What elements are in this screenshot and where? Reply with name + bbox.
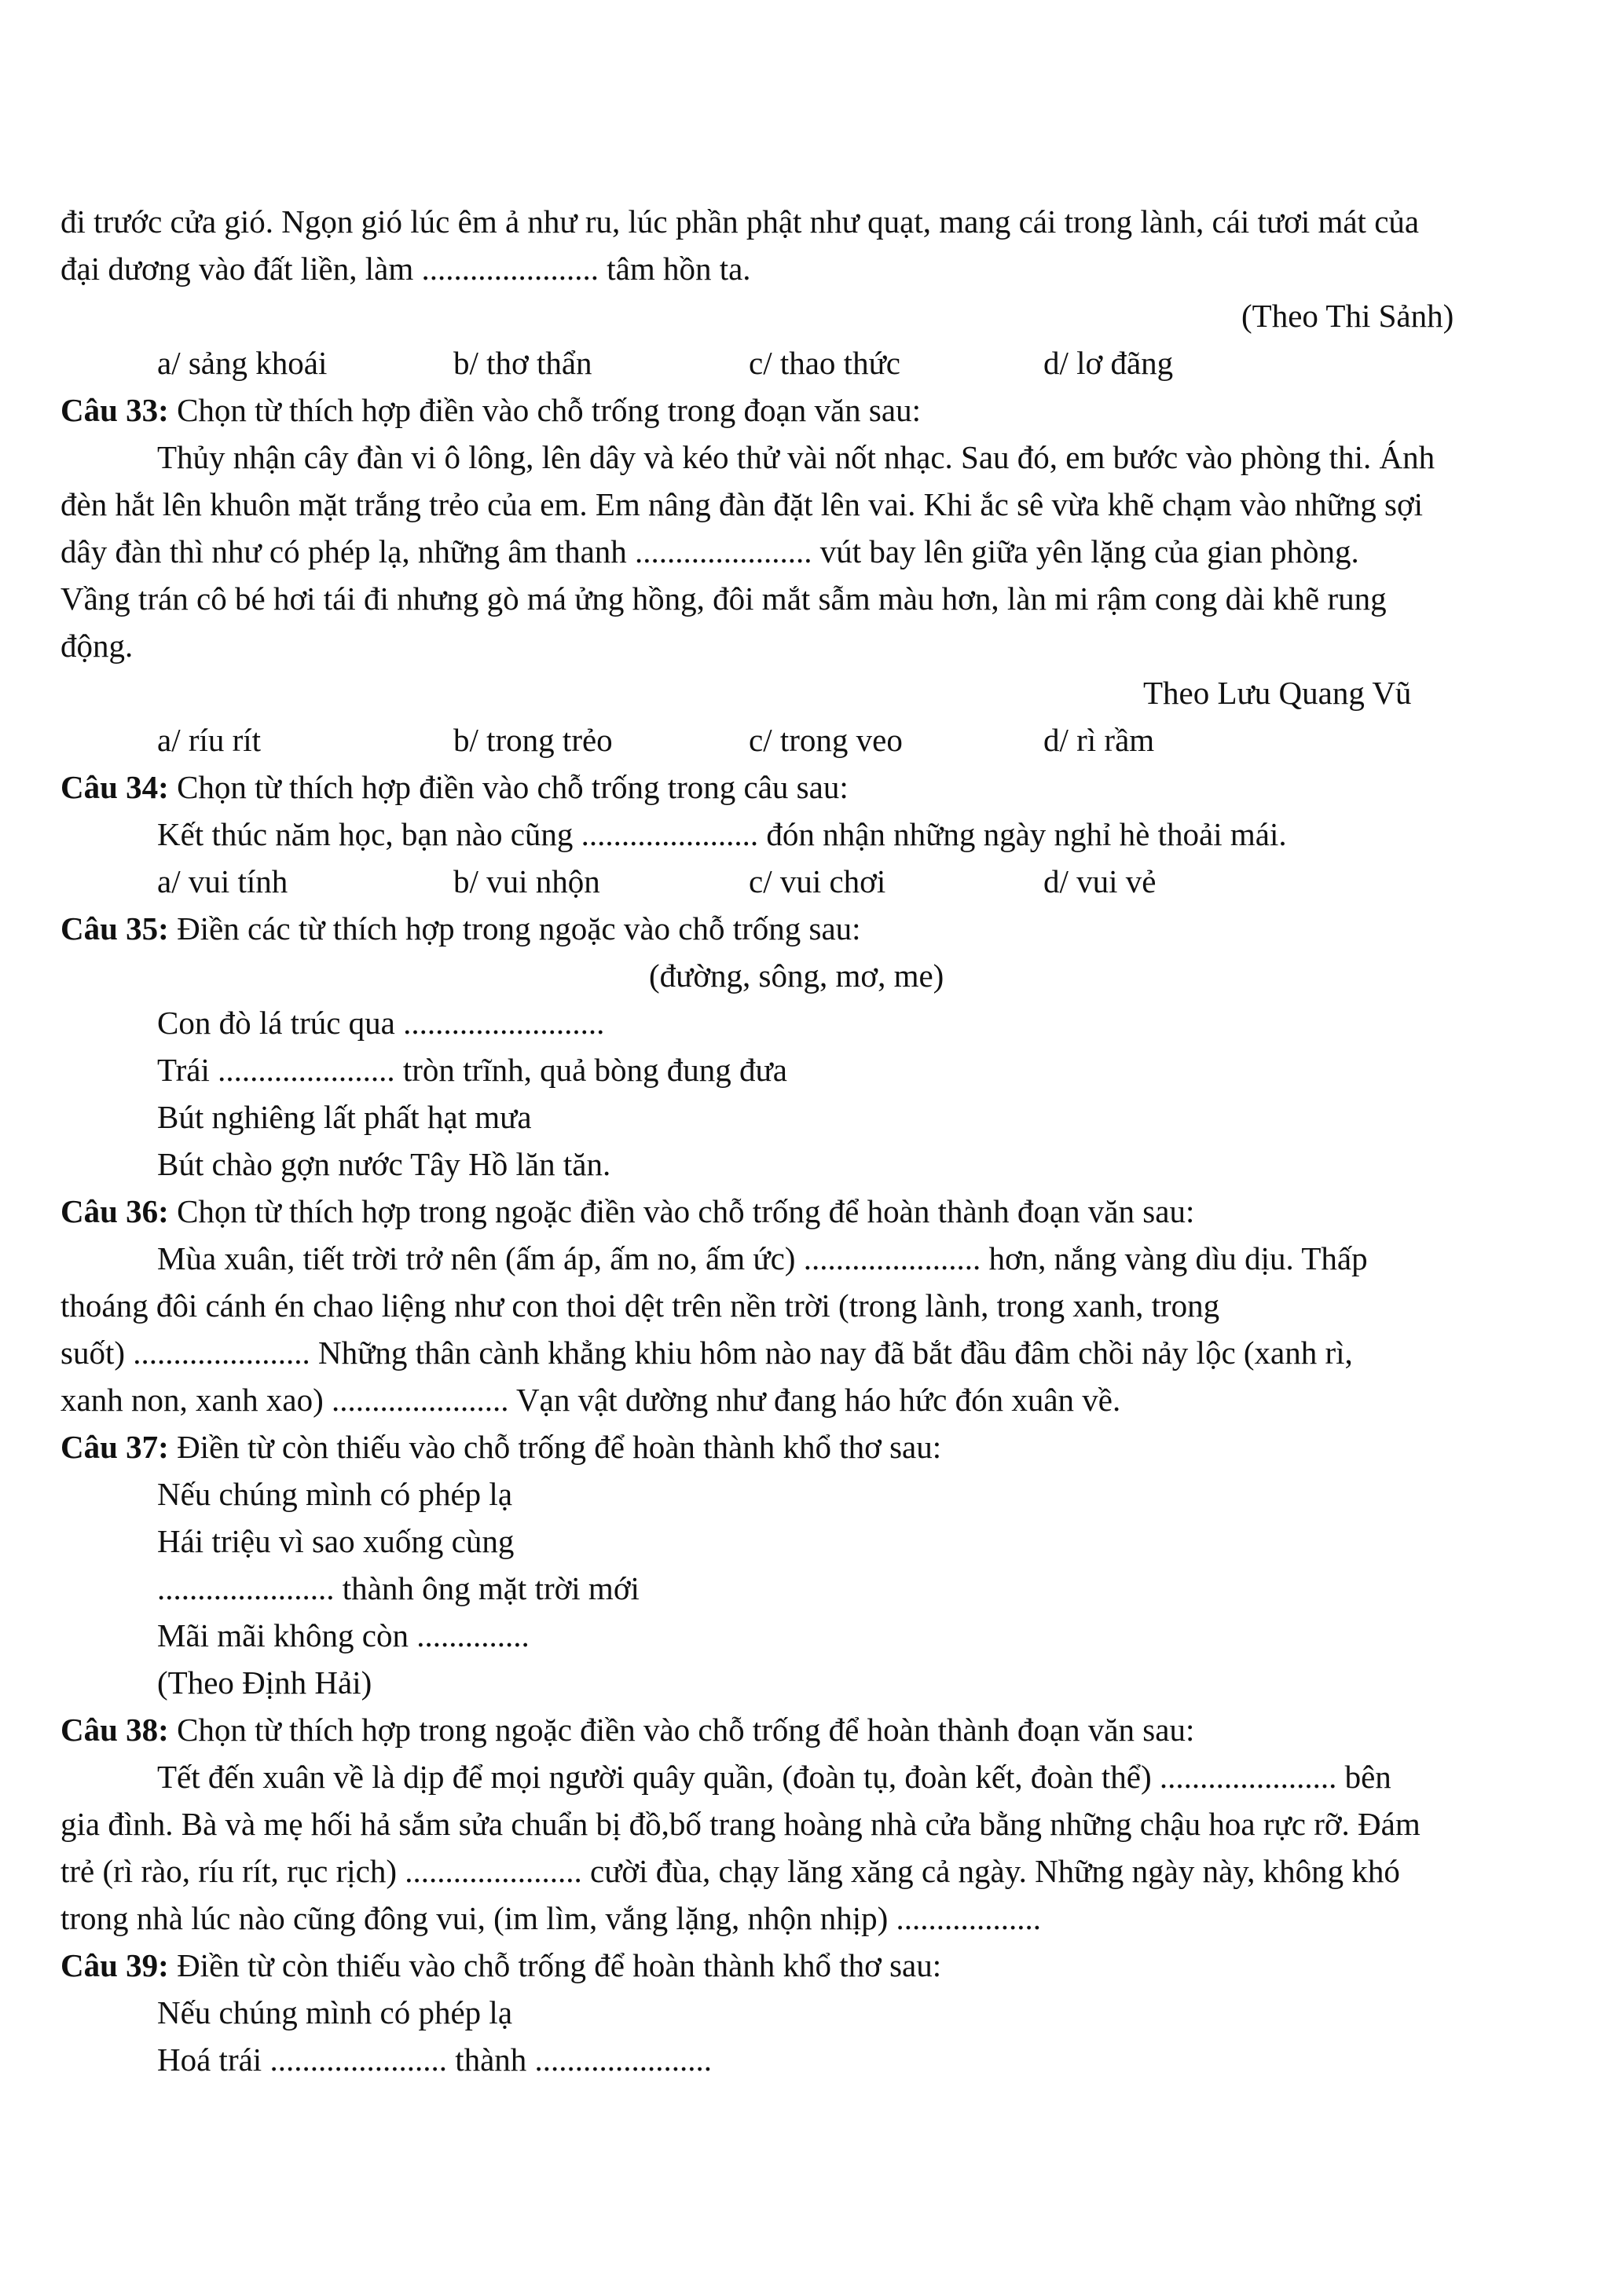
question-37 [60, 1431, 941, 1463]
source-citation: Theo Lưu Quang Vũ [1143, 675, 1412, 711]
paragraph-line: Thủy nhận cây đàn vi ô lông, lên dây và kéo thử vài nốt nhạc. Sau đó, em bước vào phòng thi. Ánh [157, 439, 1435, 475]
question-33 [60, 394, 921, 427]
paragraph-line: dây đàn thì như có phép lạ, những âm thanh ...................... vút bay lên giữa yên lặng của gian phòng. [60, 533, 1359, 569]
question-label: Câu 37: [60, 1429, 169, 1465]
answer-option: b/ thơ thẩn [453, 345, 592, 381]
question-label: Câu 34: [60, 769, 169, 805]
poem-line: ...................... thành ông mặt trời mới [157, 1570, 640, 1606]
question-prompt: Điền từ còn thiếu vào chỗ trống để hoàn thành khổ thơ sau: [168, 1947, 942, 1983]
answer-option: b/ trong trẻo [453, 722, 613, 758]
poem-line: Nếu chúng mình có phép lạ [157, 1476, 513, 1512]
poem-line: Bút nghiêng lất phất hạt mưa [157, 1099, 532, 1135]
answer-option: d/ lơ đãng [1043, 345, 1174, 381]
question-prompt: Điền các từ thích hợp trong ngoặc vào chỗ trống sau: [168, 910, 861, 947]
paragraph-line: xanh non, xanh xao) ...................... Vạn vật dường như đang háo hức đón xuân về. [60, 1382, 1121, 1418]
answer-option: c/ vui chơi [749, 863, 886, 899]
source-citation: (Theo Định Hải) [157, 1664, 372, 1701]
paragraph-line: Tết đến xuân về là dịp để mọi người quây quần, (đoàn tụ, đoàn kết, đoàn thể) ...................... bên [157, 1759, 1391, 1795]
poem-line: Bút chào gợn nước Tây Hồ lăn tăn. [157, 1146, 611, 1182]
question-36 [60, 1193, 1195, 1229]
poem-line: Nếu chúng mình có phép lạ [157, 1994, 513, 2031]
question-prompt: Chọn từ thích hợp trong ngoặc điền vào chỗ trống để hoàn thành đoạn văn sau: [168, 1193, 1195, 1229]
question-prompt: Chọn từ thích hợp trong ngoặc điền vào chỗ trống để hoàn thành đoạn văn sau: [168, 1712, 1195, 1748]
poem-line: Mãi mãi không còn .............. [157, 1617, 530, 1653]
question-label: Câu 38: [60, 1712, 169, 1748]
question-prompt: Chọn từ thích hợp điền vào chỗ trống trong câu sau: [168, 769, 849, 805]
paragraph-line: thoáng đôi cánh én chao liệng như con thoi dệt trên nền trời (trong lành, trong xanh, trong [60, 1287, 1220, 1324]
question-35 [60, 910, 861, 947]
answer-option: c/ thao thức [749, 345, 900, 381]
answer-option: d/ vui vẻ [1043, 863, 1157, 899]
paragraph-line: động. [60, 628, 134, 664]
question-label: Câu 39: [60, 1947, 169, 1983]
question-label: Câu 33: [60, 392, 169, 428]
answer-option: a/ sảng khoái [157, 345, 328, 381]
paragraph-line: trong nhà lúc nào cũng đông vui, (im lìm, vắng lặng, nhộn nhịp) .................. [60, 1900, 1042, 1936]
source-citation: (Theo Thi Sảnh) [1241, 298, 1454, 334]
paragraph-line: gia đình. Bà và mẹ hối hả sắm sửa chuẩn bị đồ,bố trang hoàng nhà cửa bằng những chậu hoa rực rỡ. Đám [60, 1806, 1421, 1842]
word-bank: (đường, sông, mơ, me) [649, 958, 944, 994]
poem-line: Hái triệu vì sao xuống cùng [157, 1523, 515, 1559]
question-label: Câu 36: [60, 1193, 169, 1229]
answer-option: a/ vui tính [157, 863, 288, 899]
paragraph-line: đèn hắt lên khuôn mặt trắng trẻo của em. Em nâng đàn đặt lên vai. Khi ắc sê vừa khẽ chạm vào những sợi [60, 486, 1424, 522]
poem-line: Hoá trái ...................... thành ...................... [157, 2041, 713, 2078]
poem-line: Con đò lá trúc qua ......................... [157, 1005, 605, 1041]
question-label: Câu 35: [60, 910, 169, 947]
paragraph-line: Mùa xuân, tiết trời trở nên (ấm áp, ấm no, ấm ức) ...................... hơn, nắng vàng dìu dịu. Thấp [157, 1240, 1368, 1276]
question-38 [60, 1714, 1194, 1746]
paragraph-line: đi trước cửa gió. Ngọn gió lúc êm ả như ru, lúc phần phật như quạt, mang cái trong lành, cái tươi mát của [60, 203, 1420, 240]
paragraph-line: đại dương vào đất liền, làm ...................... tâm hồn ta. [60, 251, 751, 287]
answer-option: a/ ríu rít [157, 722, 262, 758]
answer-option: d/ rì rầm [1043, 722, 1155, 758]
answer-option: b/ vui nhộn [453, 863, 600, 899]
question-34 [60, 771, 849, 804]
paragraph-line: suốt) ...................... Những thân cành khẳng khiu hôm nào nay đã bắt đầu đâm chồi nảy lộc (xanh rì, [60, 1335, 1353, 1371]
answer-option: c/ trong veo [749, 722, 903, 758]
question-prompt: Điền từ còn thiếu vào chỗ trống để hoàn thành khổ thơ sau: [168, 1429, 942, 1465]
poem-line: Trái ...................... tròn trĩnh, quả bòng đung đưa [157, 1052, 787, 1088]
paragraph-line: trẻ (rì rào, ríu rít, rục rịch) ...................... cười đùa, chạy lăng xăng cả ngày. Những ngày này, không khó [60, 1853, 1400, 1889]
paragraph-line: Vầng trán cô bé hơi tái đi nhưng gò má ửng hồng, đôi mắt sẫm màu hơn, làn mi rậm cong dài khẽ rung [60, 580, 1387, 617]
paragraph-line: Kết thúc năm học, bạn nào cũng ...................... đón nhận những ngày nghỉ hè thoải mái. [157, 816, 1287, 852]
question-39 [60, 1947, 942, 1983]
question-prompt: Chọn từ thích hợp điền vào chỗ trống trong đoạn văn sau: [168, 392, 921, 428]
